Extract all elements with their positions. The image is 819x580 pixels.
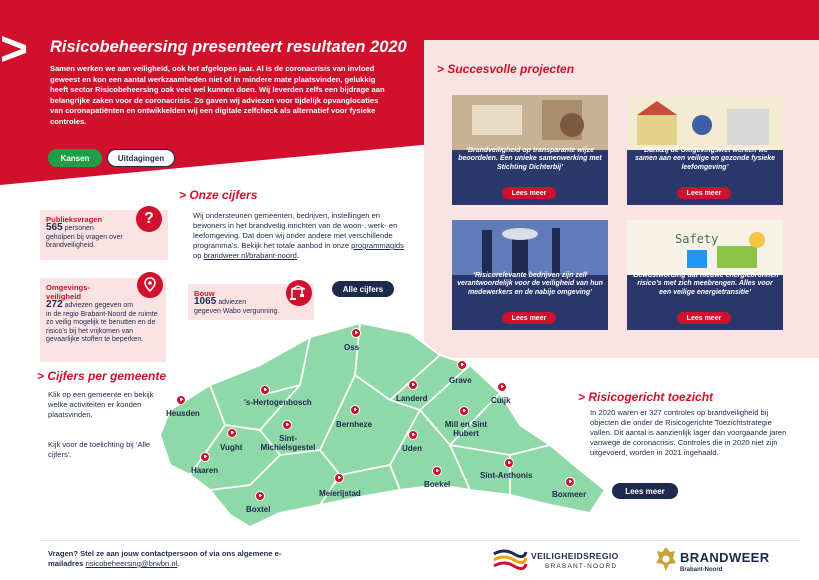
map-pin-cuijk[interactable] — [497, 382, 507, 392]
town-heusden[interactable]: Heusden — [166, 409, 200, 418]
email-link[interactable]: risicobeheersing@brwbn.nl — [85, 559, 178, 568]
project-caption: ‘Bewustwording dat nieuwe energiebronnen risico’s met zich meebrengen. Alles voor een veilige energietransitie’ — [631, 272, 779, 296]
brandweer-name: BRANDWEER — [680, 550, 770, 565]
brandweer-link[interactable]: brandweer.nl/brabant-noord — [203, 251, 297, 260]
stat-publieksvragen: Publieksvragen 565 personen geholpen bij vragen over brandveiligheid. — [40, 210, 168, 260]
veiligheidsregio-name: VEILIGHEIDSREGIO — [531, 551, 619, 561]
map-pin-vught[interactable] — [227, 428, 237, 438]
chevron-right-icon: > — [0, 23, 29, 76]
bouw-count: 1065 — [194, 296, 217, 307]
town-oss[interactable]: Oss — [344, 343, 360, 352]
map-pin-heusden[interactable] — [176, 395, 186, 405]
veiligheidsregio-sub: BRABANT-NOORD — [545, 563, 618, 570]
lees-meer-button[interactable]: Lees meer — [502, 312, 556, 324]
town-grave[interactable]: Grave — [449, 376, 472, 385]
map-pin-s-hertogenbosch[interactable] — [260, 385, 270, 395]
brandweer-sub: Brabant-Noord — [680, 567, 723, 573]
gemeente-title: > Cijfers per gemeente — [37, 369, 167, 383]
town-vught[interactable]: Vught — [220, 443, 243, 452]
town-uden[interactable]: Uden — [402, 444, 422, 453]
map-pin-meierijstad[interactable] — [334, 473, 344, 483]
alle-cijfers-button[interactable]: Alle cijfers — [332, 281, 394, 297]
town-haaren[interactable]: Haaren — [191, 466, 219, 475]
project-caption: ‘Dankzij de Omgevingswet werken we samen aan een veilige en gezonde fysieke leefomgeving’ — [634, 147, 776, 171]
crane-icon — [286, 280, 312, 306]
town-bernheze[interactable]: Bernheze — [336, 420, 373, 429]
town-boxmeer[interactable]: Boxmeer — [552, 490, 587, 499]
footer-contact: Vragen? Stel ze aan jouw contactpersoon of via ons algemene e-mailadres risicobeheersing@brwbn.nl. — [48, 549, 282, 568]
gemeente-instructions: Klik op een gemeente en bekijk welke activiteiten er konden plaatsvinden. — [48, 390, 154, 419]
lees-meer-button[interactable]: Lees meer — [502, 187, 556, 199]
map-pin-oss[interactable] — [351, 328, 361, 338]
project-caption: ‘Risicorelevante bedrijven zijn zelf verantwoordelijk voor de veiligheid van hun medewerkers en de nabije omgeving’ — [457, 272, 603, 296]
town-boxtel[interactable]: Boxtel — [246, 505, 271, 514]
stat-omgevingsveiligheid: Omgevings-veiligheid 272 adviezen gegeven om in de regio Brabant-Noord de ruimte zo veilig mogelijk te benutten en de risico’s bij het vrijkomen van gevaarlijke stoffen te beperken. — [40, 278, 166, 362]
town-cuijk[interactable]: Cuijk — [491, 396, 511, 405]
map-pin-haaren[interactable] — [200, 452, 210, 462]
town-boekel[interactable]: Boekel — [424, 480, 451, 489]
omgeving-count: 272 — [46, 299, 63, 310]
lees-meer-button[interactable]: Lees meer — [677, 312, 731, 324]
veiligheidsregio-logo-icon — [492, 546, 528, 572]
project-card-dichterbij[interactable] — [452, 95, 608, 205]
town-mill-en-sint-hubert[interactable]: Mill en Sint Hubert — [444, 420, 488, 438]
publieksvragen-count: 565 — [46, 222, 63, 233]
map-pin-sint-michielsgestel[interactable] — [282, 420, 292, 430]
toezicht-text: In 2020 waren er 327 controles op brandveiligheid bij objecten die onder de Risicogerichte Toezichtstrategie vallen. Dit aantal is aanzienlijk lager dan voorgaande jaren vanwege de coronacrisis. Controles die in 2020 niet zijn uitgevoerd, worden in 2021 ingehaald. — [590, 408, 787, 457]
map-pin-bernheze[interactable] — [350, 405, 360, 415]
footer-divider — [40, 540, 800, 541]
town-landerd[interactable]: Landerd — [396, 394, 428, 403]
lees-meer-button[interactable]: Lees meer — [677, 187, 731, 199]
map-pin-boekel[interactable] — [432, 466, 442, 476]
kansen-button[interactable]: Kansen — [48, 149, 102, 167]
programmagids-link[interactable]: programmagids — [351, 241, 404, 250]
toezicht-title: > Risicogericht toezicht — [578, 390, 714, 404]
project-card-omgevingswet[interactable] — [627, 95, 783, 205]
town-meierijstad[interactable]: Meierijstad — [319, 489, 361, 498]
toezicht-lees-meer-button[interactable]: Lees meer — [612, 483, 678, 499]
project-card-energietransitie[interactable] — [627, 220, 783, 330]
region-map — [150, 315, 610, 530]
town-s-hertogenbosch[interactable]: 's-Hertogenbosch — [244, 398, 312, 407]
project-caption: ‘Brandveiligheid op transparante wijze beoordelen. Een unieke samenwerking met Stichting Dichterbij’ — [458, 147, 602, 171]
map-pin-boxtel[interactable] — [255, 491, 265, 501]
projects-title: > Succesvolle projecten — [437, 62, 575, 76]
gemeente-note: Kijk voor de toelichting bij ‘Alle cijfers’. — [48, 440, 151, 459]
hero-intro-text: Samen werken we aan veiligheid, ook het afgelopen jaar. Al is de coronacrisis van invloed geweest en kon een aantal werkzaamheden niet of in mindere mate plaatsvinden, gelukkig heeft sector Risicobeheersing ook veel wel kunnen doen. Wij leverden zelfs een bijdrage aan belangrijke zaken voor de coronacrisis. Zo gaven wij adviezen voor tijdelijk opvanglocaties van coronapatiënten en ontwikkelden wij een digitale zelfcheck als alternatief voor fysieke controles. — [50, 64, 385, 126]
project-card-bedrijven[interactable] — [452, 220, 608, 330]
safety-sign: Safety — [675, 232, 719, 246]
map-pin-grave[interactable] — [457, 360, 467, 370]
question-icon: ? — [136, 206, 162, 232]
town-sint-anthonis[interactable]: Sint-Anthonis — [480, 471, 533, 480]
uitdagingen-button[interactable]: Uitdagingen — [107, 149, 175, 167]
stat-bouw: Bouw 1065 adviezen gegeven Wabo vergunning. — [188, 284, 314, 320]
map-pin-landerd[interactable] — [408, 380, 418, 390]
cijfers-description: Wij ondersteunen gemeenten, bedrijven, instellingen en bewoners in het brandveilig inrichten van de woon-, werk- en leefomgeving. Dat doen wij onder andere met verschillende programma’s. Bekijk het totale aanbod in onze programmagids op brandweer.nl/brabant-noord. — [193, 211, 404, 260]
map-pin-boxmeer[interactable] — [565, 477, 575, 487]
brandweer-logo-icon — [655, 546, 677, 572]
map-pin-sint-anthonis[interactable] — [504, 458, 514, 468]
map-pin-icon — [137, 272, 163, 298]
map-pin-uden[interactable] — [408, 430, 418, 440]
map-pin-mill-en-sint-hubert[interactable] — [459, 406, 469, 416]
town-sint-michielsgestel[interactable]: Sint-Michielsgestel — [260, 434, 316, 452]
cijfers-title: > Onze cijfers — [179, 188, 258, 202]
page-title: Risicobeheersing presenteert resultaten 2020 — [50, 38, 407, 56]
